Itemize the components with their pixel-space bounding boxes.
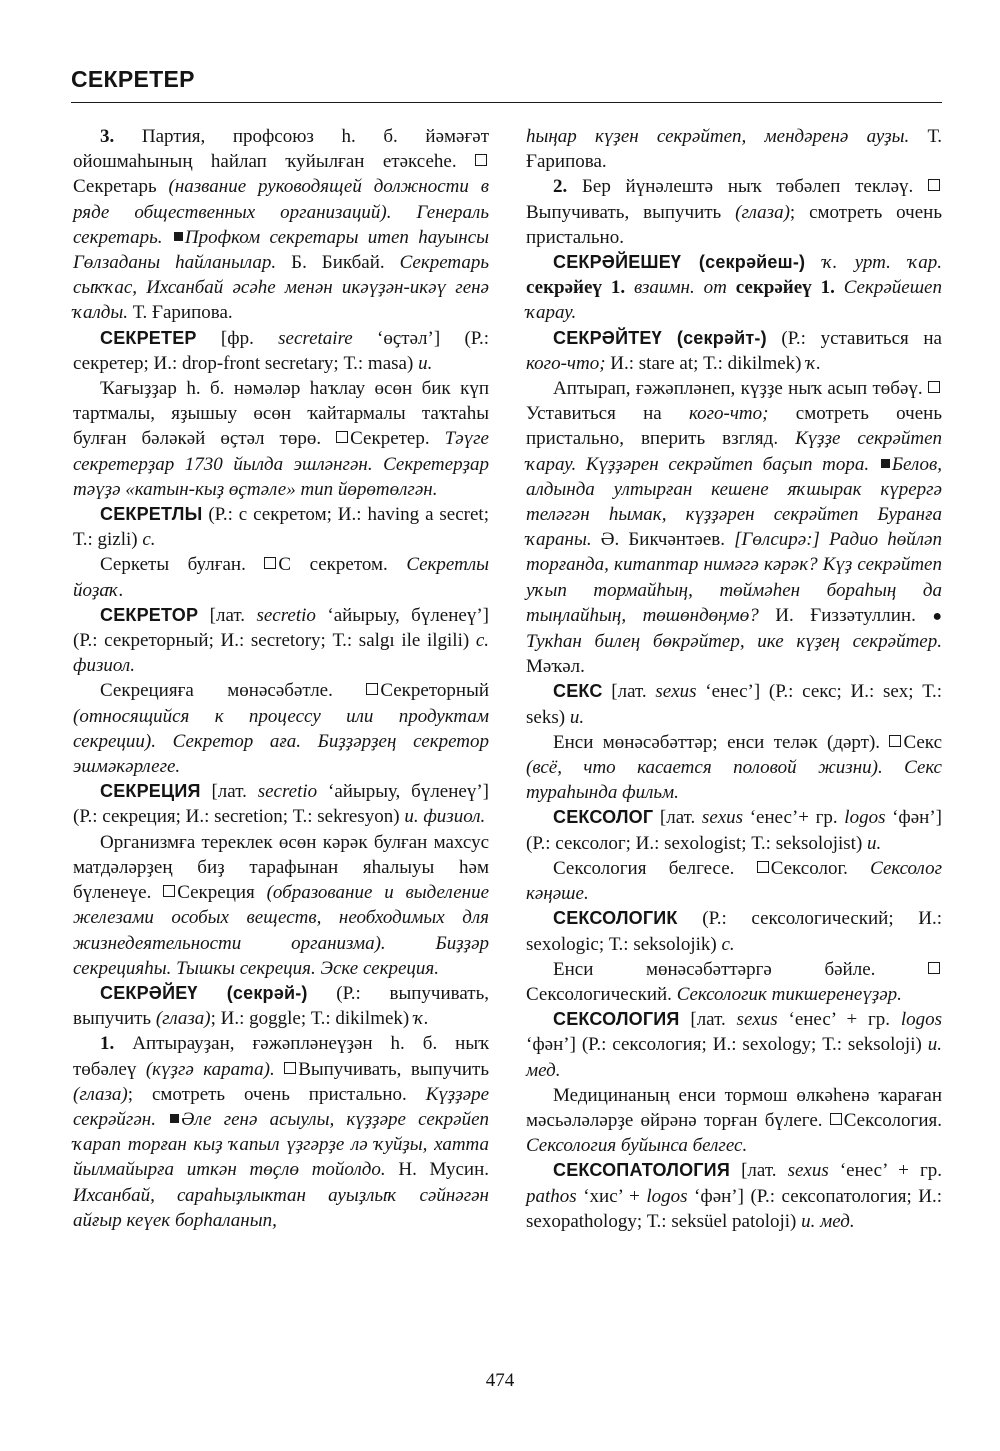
example-marker-icon [174,232,183,241]
translation-square-icon [830,1113,842,1125]
entry-seks-body: Енси мөнәсәбәттәр; енси теләк (дәрт). Секс (всё, что касается половой жизни). Секс тураһында фильм. [526,731,942,804]
translation-square-icon [163,885,175,897]
proverb-bullet-icon: ● [932,607,942,625]
page-number: 474 [485,1370,515,1391]
entry-seksologiya-body: Медицинаның енси тормош өлкәһенә ҡараған мәсьәләләрҙе өйрәнә торған бүлеге. Сексология. Сексология буйынса белгес. [526,1084,942,1157]
entry-seksolog-body: Сексология белгесе. Сексолог. Сексолог кәңәше. [526,857,942,905]
entry-seksologik-body: Енси мөнәсәбәттәргә бәйле. Сексологический. Сексологик тикшеренеүҙәр. [526,957,942,1007]
entry-sekreyteu-body: Аптырап, ғәжәпләнеп, күҙҙе ныҡ асып төбәү. Уставиться на кого-что; смотреть очень пристально, вперить взгляд. Күҙҙе секрәйтеп ҡарау. Күҙҙәрен секрәйтеп баҫып тора. Белов, алдында ултырған кешене яҡшырак күрергә теләгән һымак, күҙҙәрен секрәйтеп Буранға ҡараны. Ә. Бикчәнтәев. [Гөлсирә:] Радио һөйләп торғанда, китаптар нимәгә кәрәк? Күҙ секрәйтеп уҡып тормайһың, төймәһен бораһың да тыңлайһың, төшөндөңмө? И. Ғиззәтуллин. ● Тукһан билең бөкрәйтер, ике күҙең секрәйтер. Мәҡәл. [526,378,943,678]
entry-sekretsiya-head: СЕКРЕЦИЯ [лат. secretio ‘айырыу, бүленеү’] (Р.: секреция; И.: secretion; Т.: sekresyon) и. физиол. [73,781,489,828]
translation-square-icon [336,431,348,443]
header-rule [71,102,942,103]
entry-sekreyesheu: СЕКРӘЙЕШЕҮ (секрәйеш-) ҡ. урт. ҡар. секрәйеү 1. взаимн. от секрәйеү 1. Секрәйешеп ҡарау. [526,252,942,324]
entry-seksologik-head: СЕКСОЛОГИК (Р.: сексологический; И.: sexologic; Т.: seksolojik) с. [526,908,942,955]
entry-seks-head: СЕКС [лат. sexus ‘енес’] (Р.: секс; И.: sex; Т.: seks) и. [526,681,942,728]
translation-square-icon [928,962,940,974]
entry-sekretor-head: СЕКРЕТОР [лат. secretio ‘айырыу, бүленеү’] (Р.: секреторный; И.: secretory; Т.: salgı ile ilgili) с. физиол. [73,604,489,677]
entry-seksopatologiya-head: СЕКСОПАТОЛОГИЯ [лат. sexus ‘енес’ + гр. pathos ‘хис’ + logos ‘фән’] (Р.: сексопатология; И.: sexopathology; Т.: seksüel patoloji) и. мед. [526,1160,942,1232]
entry-sekreyeu-head: СЕКРӘЙЕҮ (секрәй-) (Р.: выпучивать, выпучить (глаза); И.: goggle; Т.: dikilmek) ҡ. [73,982,489,1030]
right-column [526,124,942,1234]
entry-sekretor-body: Секрецияға мөнәсәбәтле. Секреторный (относящийся к процессу или продуктам секреции). Секретор аға. Биҙҙәрҙең секретор эшмәкәрлеге. [73,680,489,778]
translation-square-icon [757,861,769,873]
example-marker-icon [881,459,890,468]
entry-sekretly-body: Серкеты булған. С секретом. Секретлы йоҙаҡ. [73,554,489,601]
entry-seksolog-head: СЕКСОЛОГ [лат. sexus ‘енес’+ гр. logos ‘фән’] (Р.: сексолог; И.: sexologist; Т.: seksolojist) и. [526,807,942,854]
entry-sekreyeu-sense-2: 2. Бер йүнәлештә ныҡ төбәлеп текләү. Выпучивать, выпучить (глаза); смотреть очень пристально. [526,176,942,248]
entry-seksologiya-head: СЕКСОЛОГИЯ [лат. sexus ‘енес’ + гр. logos ‘фән’] (Р.: сексология; И.: sexology; Т.: seksoloji) и. мед. [526,1009,943,1081]
running-head: СЕКРЕТЕР [71,66,195,92]
entry-sekreyeu-sense-1: 1. Аптырауҙан, ғәжәпләнеүҙән һ. б. ныҡ төбәлеү (күҙгә карата). Выпучивать, выпучить (глаза); смотреть очень пристально. Күҙҙәре секрәйгән. Әле генә асыулы, күҙҙәре секрәйеп ҡарап торған кыҙ ҡапыл үҙгәрҙе лә ҡуйҙы, хатта йылмайырға иткән төҫлө тойолдо. Н. Мусин. Ихсанбай, сараһыҙлыктан ауыҙлыҡ сәйнәгән айғыр кеүек борһаланып, [73,1033,489,1231]
entry-sekretsiya-body: Организмға тереклек өсөн кәрәк булған махсус матдәләрҙең биҙ тарафынан яһалыуы һәм бүленеүе. Секреция (образование и выделение железами особых веществ, необходимых для жизнедеятельности организма). Биҙҙәр секрецияһы. Тышкы секреция. Эске секреция. [73,831,489,979]
translation-square-icon [366,683,378,695]
translation-square-icon [284,1062,296,1074]
entry-sekreyteu-head: СЕКРӘЙТЕҮ (секрәйт-) (Р.: уставиться на кого-что; И.: stare at; Т.: dikilmek) ҡ. [526,327,942,374]
translation-square-icon [928,179,940,191]
translation-square-icon [264,557,276,569]
translation-square-icon [889,735,901,747]
entry-sekreter-head: СЕКРЕТЕР [фр. secretaire ‘өҫтәл’] (Р.: секретер; И.: drop-front secretary; Т.: masa) и. [73,327,490,374]
entry-sekreyeu-continuation: һыңар күҙен секрәйтеп, мендәренә ауҙы. Т. Ғарипова. [526,126,942,173]
translation-square-icon [475,154,487,166]
translation-square-icon [928,381,940,393]
entry-secreter-sense-3: 3. Партия, профсоюз һ. б. йәмәғәт ойошмаһының һайлап ҡуйылған етәксеһе. Секретарь (название руководящей должности в ряде общественных организаций). Генераль секретарь. Профком секретары итеп һауынсы Гөлзаданы һайланылар. Б. Бикбай. Секретарь сыҡҡас, Ихсанбай әсәһе менән икәүҙән-икәү генә ҡалды. Т. Ғарипова. [73,126,490,324]
entry-sekreter-body: Ҡағыҙҙар һ. б. нәмәләр һаҡлау өсөн бик күп тартмалы, яҙышыу өсөн ҡайтармалы таҡтаһы булған бәләкәй өҫтәл төрө. Секретер. Тәүге секретерҙар 1730 йылда эшләнгән. Секретерҙар тәүҙә «катын-кыҙ өҫтәле» тип йөрөтөлгән. [73,378,489,500]
entry-sekretly-head: СЕКРЕТЛЫ (Р.: с секретом; И.: having a secret; Т.: gizli) с. [73,504,489,551]
left-column [73,124,489,1233]
example-marker-icon [170,1114,179,1123]
